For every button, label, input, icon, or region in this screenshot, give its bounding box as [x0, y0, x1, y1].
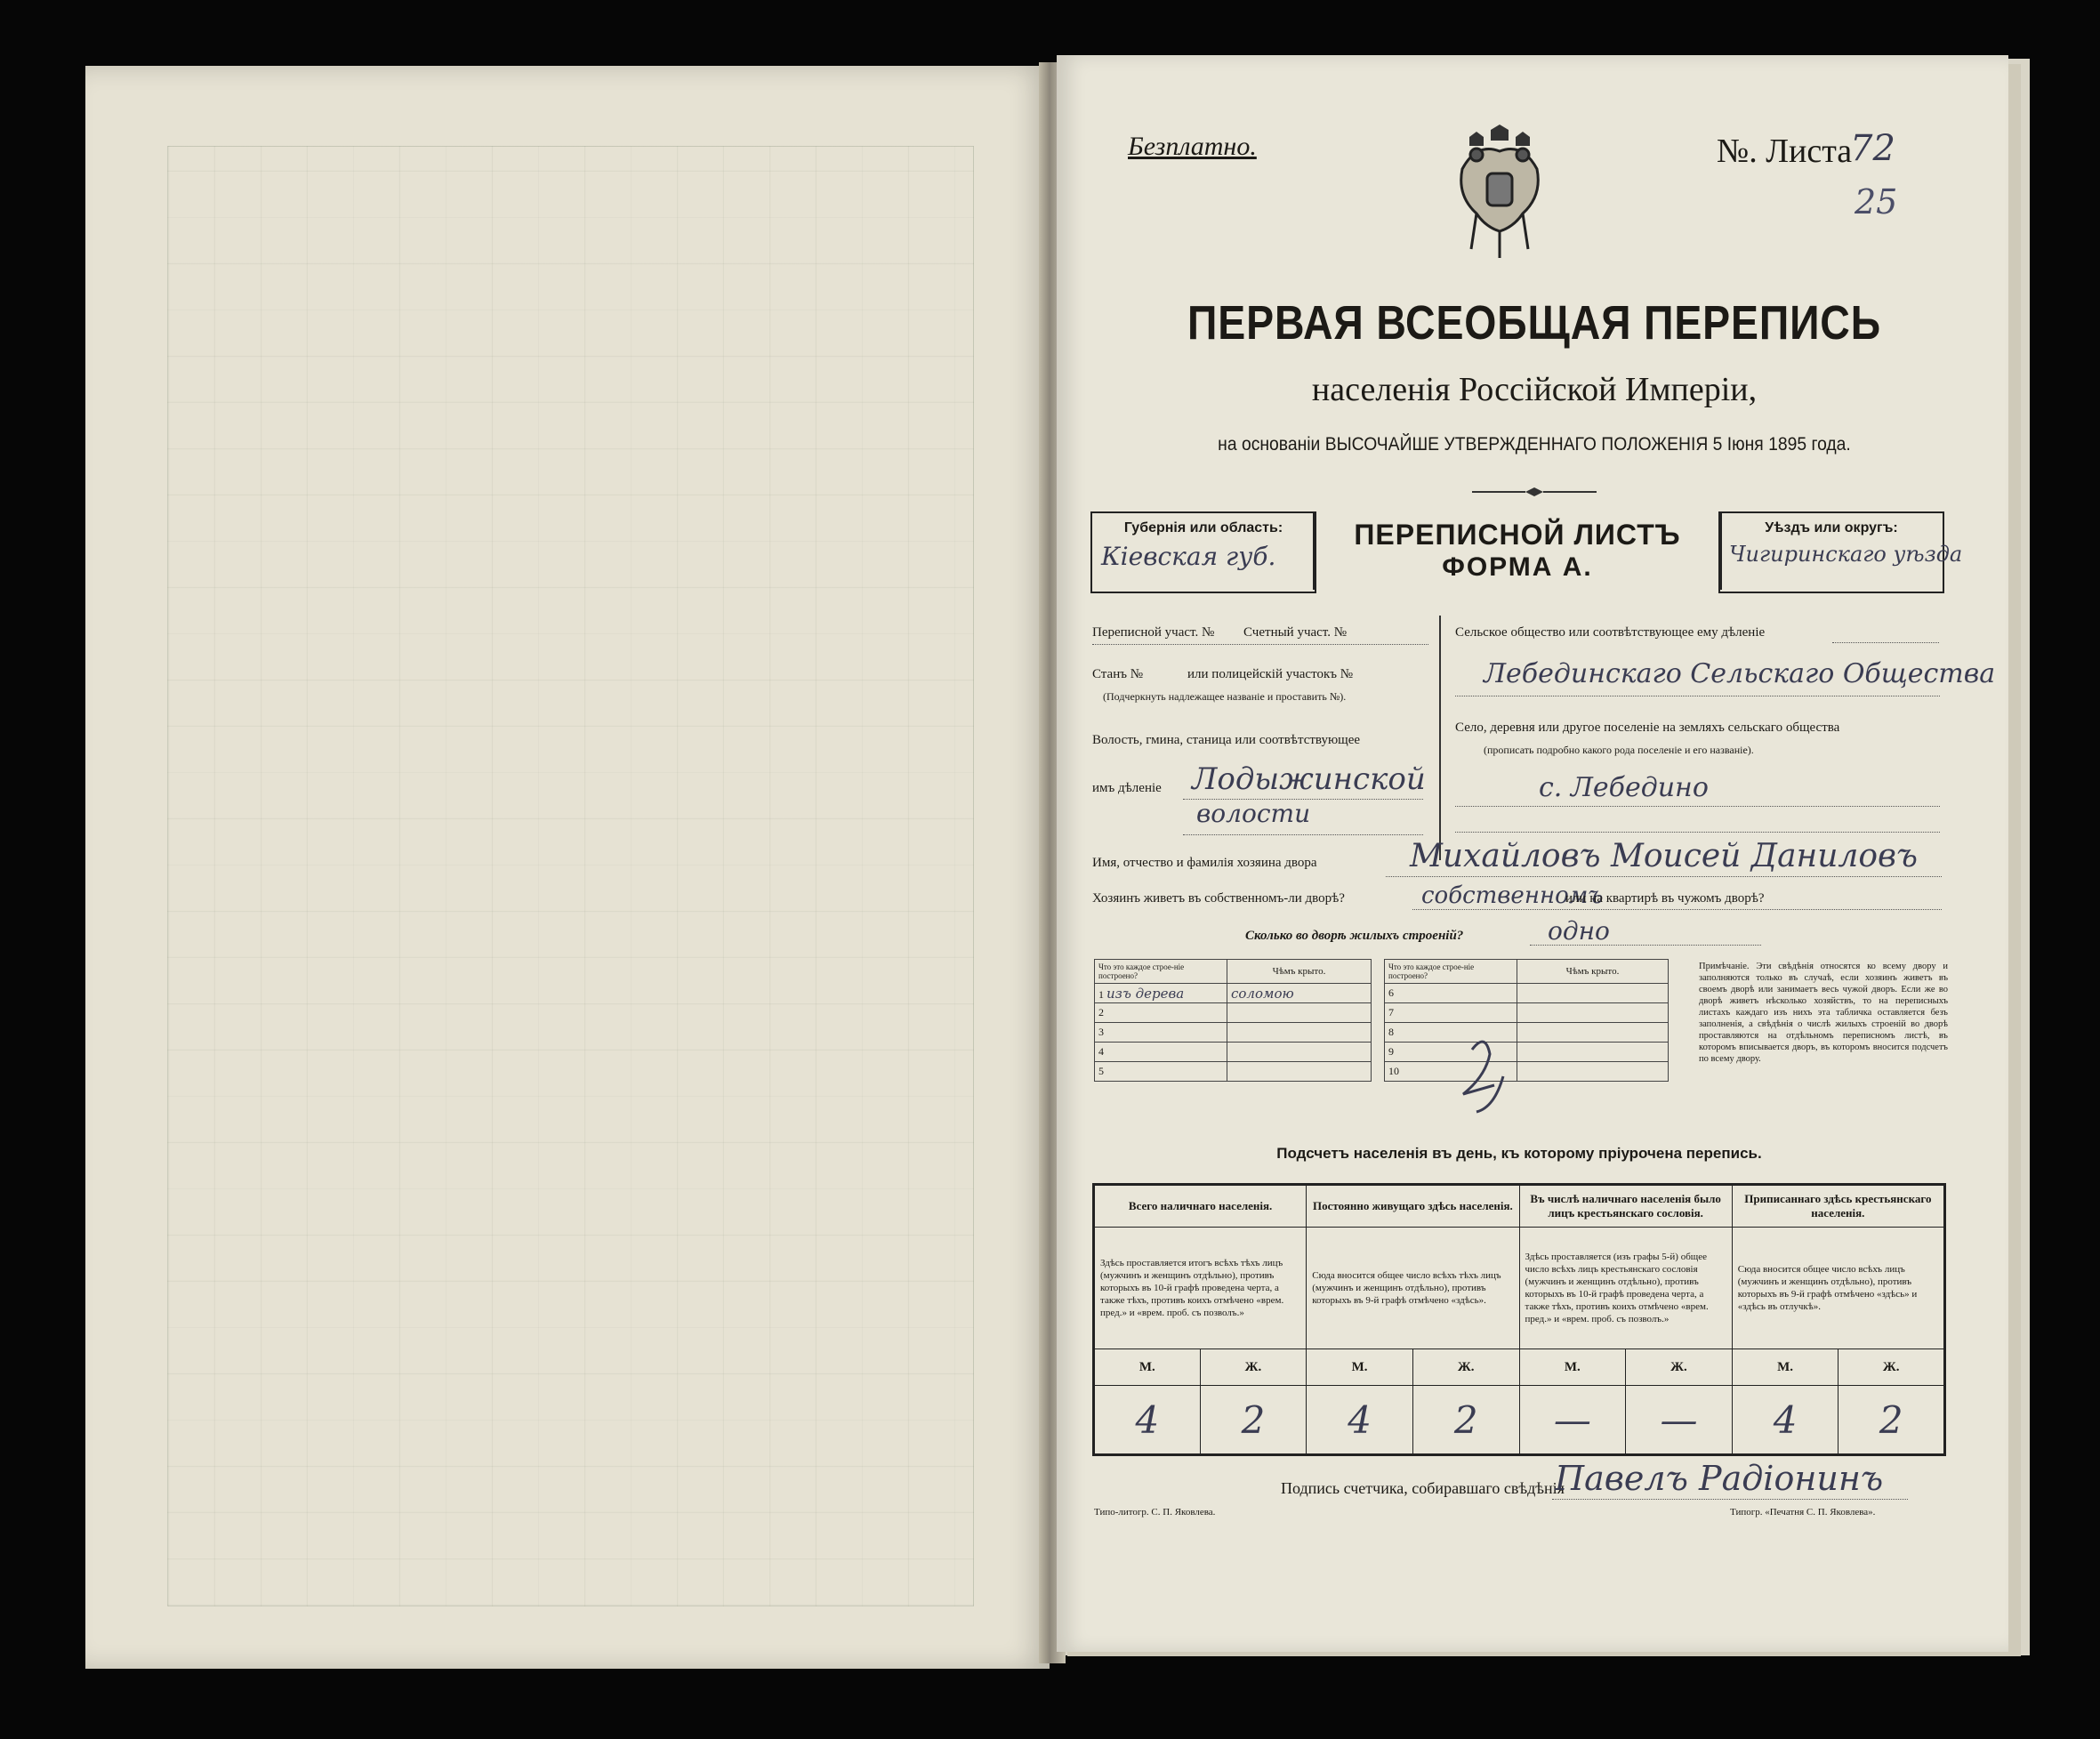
form-subtitle: ФОРМА А.	[1442, 552, 1593, 582]
population-col-registered: Приписаннаго здѣсь крестьянскаго населенія.	[1732, 1185, 1944, 1228]
village-note: (прописать подробно какого рода поселеніе и его названіе).	[1484, 744, 1754, 756]
owner-label: Имя, отчество и фамилія хозяина двора	[1092, 856, 1317, 870]
volost-value-2: волости	[1196, 799, 1311, 828]
guberniya-label: Губернія или область:	[1123, 520, 1283, 535]
village-label: Село, деревня или другое поселеніе на земляхъ сельскаго общества	[1455, 721, 1840, 735]
guberniya-box	[1090, 511, 1316, 593]
stan-label: Станъ №	[1092, 667, 1144, 681]
male-header: М.	[1307, 1349, 1413, 1386]
column-divider	[1439, 616, 1441, 860]
table-row	[1095, 984, 1372, 1003]
police-label: или полицейскій участокъ №	[1187, 667, 1354, 681]
row-number: 9	[1385, 1043, 1517, 1062]
table-header-what: Что это каждое строе-ніе построено?	[1095, 960, 1227, 984]
table-row	[1385, 1023, 1669, 1043]
row-number: 4	[1095, 1043, 1227, 1062]
stan-note: (Подчеркнуть надлежащее названіе и проставить №).	[1103, 690, 1347, 703]
row-number: 1	[1098, 987, 1104, 1001]
population-value: —	[1519, 1386, 1626, 1455]
field-line	[1386, 876, 1942, 877]
population-note-3: Здѣсь проставляется (изъ графы 5-й) общее число всѣхъ лицъ крестьянскаго сословія (мужчинъ и женщинъ отдѣльно), противъ которыхъ въ 10-й графѣ проведена черта, а также тѣхъ, противъ коихъ отмѣчено «врем. пред.» и «врем. проб. съ позволъ.»	[1519, 1228, 1732, 1349]
strike-through-mark	[1459, 1023, 1512, 1121]
population-col-permanent: Постоянно живущаго здѣсь населенія.	[1307, 1185, 1519, 1228]
uezd-value: Чигиринскаго уѣзда	[1729, 542, 1963, 567]
population-note-2: Сюда вносится общее число всѣхъ тѣхъ лицъ (мужчинъ и женщинъ отдѣльно), противъ которыхъ въ 9-й графѣ отмѣчено «здѣсь».	[1307, 1228, 1519, 1349]
field-line	[1832, 642, 1939, 643]
buildings-table-left	[1094, 959, 1372, 1082]
row1-what: изъ дерева	[1106, 985, 1185, 1002]
field-line	[1530, 945, 1761, 946]
sheet-number-label: №. Листа	[1717, 133, 1853, 170]
population-col-peasants: Въ числѣ наличнаго населенія было лицъ крестьянскаго сословія.	[1519, 1185, 1732, 1228]
main-title: ПЕРВАЯ ВСЕОБЩАЯ ПЕРЕПИСЬ	[1187, 296, 1881, 350]
lives-label: Хозяинъ живетъ въ собственномъ-ли дворѣ?	[1092, 891, 1345, 906]
field-line	[1412, 909, 1942, 910]
remark-text: Примѣчаніе. Эти свѣдѣнія относятся ко всему двору и заполняются только въ случаѣ, если хозяинъ живетъ въ своемъ дворѣ или занимаетъ весь чужой дворъ. Если же во дворѣ живетъ нѣсколько хозяйствъ, то на переписныхъ листахъ каждаго изъ нихъ эта табличка оставляется безъ заполненія, а свѣдѣнія о числѣ жилыхъ строеній во дворѣ проставляются на отдѣльномъ переписномъ листѣ, въ которомъ вписывается дворъ, въ которомъ вносится подсчетъ по всему двору.	[1699, 962, 1948, 1064]
female-header: Ж.	[1412, 1349, 1519, 1386]
double-headed-eagle-emblem	[1450, 125, 1549, 270]
row-number: 8	[1385, 1023, 1517, 1043]
left-page	[85, 66, 1050, 1669]
form-title: ПЕРЕПИСНОЙ ЛИСТЪ	[1354, 519, 1681, 551]
population-title: Подсчетъ населенія въ день, къ которому пріурочена перепись.	[1276, 1145, 1762, 1162]
lives-value: собственномъ	[1421, 882, 1604, 909]
table-row	[1095, 1003, 1372, 1023]
table-header-cover: Чѣмъ крыто.	[1517, 960, 1669, 984]
field-line	[1092, 644, 1428, 645]
row-number: 5	[1095, 1062, 1227, 1082]
signature-value: Павелъ Радіонинъ	[1555, 1459, 1884, 1498]
population-col-total: Всего наличнаго населенія.	[1094, 1185, 1307, 1228]
female-header: Ж.	[1839, 1349, 1945, 1386]
free-label: Безплатно.	[1128, 132, 1257, 161]
count-section-label: Счетный участ. №	[1243, 625, 1348, 640]
male-header: М.	[1519, 1349, 1626, 1386]
field-line	[1455, 806, 1940, 807]
table-row	[1385, 1062, 1669, 1082]
field-line	[1552, 1499, 1908, 1500]
archive-number: 25	[1855, 182, 1898, 221]
field-line	[1455, 832, 1940, 833]
buildings-table-right	[1384, 959, 1669, 1082]
field-line	[1183, 834, 1423, 835]
society-value: Лебединскаго Сельскаго Общества	[1484, 658, 1996, 689]
population-value: 2	[1839, 1386, 1945, 1455]
ornament-divider	[1472, 487, 1597, 496]
population-value: 2	[1200, 1386, 1307, 1455]
buildings-label: Сколько во дворѣ жилыхъ строеній?	[1245, 929, 1464, 943]
female-header: Ж.	[1200, 1349, 1307, 1386]
row1-cover: соломою	[1227, 984, 1372, 1003]
printer-imprint-right: Типогр. «Печатня С. П. Яковлева».	[1730, 1507, 1876, 1518]
basis-line: на основаніи ВЫСОЧАЙШЕ УТВЕРЖДЕННАГО ПОЛОЖЕНІЯ 5 Іюня 1895 года.	[1218, 434, 1851, 455]
table-header-cover: Чѣмъ крыто.	[1227, 960, 1372, 984]
buildings-value: одно	[1548, 916, 1610, 946]
population-value: 4	[1094, 1386, 1201, 1455]
village-value: с. Лебедино	[1539, 772, 1709, 803]
male-header: М.	[1094, 1349, 1201, 1386]
volost-label: Волость, гмина, станица или соотвѣтствующее	[1092, 733, 1361, 747]
population-value: —	[1626, 1386, 1733, 1455]
population-value: 4	[1732, 1386, 1839, 1455]
population-note-4: Сюда вносится общее число всѣхъ лицъ (мужчинъ и женщинъ отдѣльно), противъ которыхъ въ 9-й графѣ отмѣчено «здѣсь» и «здѣсь въ отлучкѣ».	[1732, 1228, 1944, 1349]
society-label: Сельское общество или соотвѣтствующее ему дѣленіе	[1455, 625, 1766, 640]
volost-value: Лодыжинской	[1192, 761, 1426, 797]
owner-value: Михайловъ Моисей Даниловъ	[1410, 838, 1918, 874]
uezd-label: Уѣздъ или округъ:	[1765, 520, 1898, 535]
lives-label-2: или на квартирѣ въ чужомъ дворѣ?	[1565, 891, 1765, 906]
census-section-label: Переписной участ. №	[1092, 625, 1215, 640]
row-number: 10	[1385, 1062, 1517, 1082]
left-page-grid	[167, 146, 974, 1606]
sheet-number-value: 72	[1850, 128, 1895, 169]
population-table	[1092, 1183, 1946, 1456]
table-row	[1095, 1062, 1372, 1082]
row-number: 6	[1385, 984, 1517, 1003]
sub-title: населенія Россійской Имперіи,	[1311, 371, 1758, 408]
row-number: 2	[1095, 1003, 1227, 1023]
population-note-1: Здѣсь проставляется итогъ всѣхъ тѣхъ лицъ (мужчинъ и женщинъ отдѣльно), противъ которыхъ въ 10-й графѣ проведена черта, а также тѣхъ, противъ коихъ отмѣчено «врем. пред.» и «врем. проб. съ позволъ.»	[1094, 1228, 1307, 1349]
table-header-what: Что это каждое строе-ніе построено?	[1385, 960, 1517, 984]
guberniya-value: Кіевская губ.	[1101, 542, 1276, 571]
table-row	[1385, 1003, 1669, 1023]
male-header: М.	[1732, 1349, 1839, 1386]
row-number: 7	[1385, 1003, 1517, 1023]
volost-label-2: имъ дѣленіе	[1092, 781, 1162, 795]
form-title-box	[1313, 511, 1722, 590]
printer-imprint-left: Типо-литогр. С. П. Яковлева.	[1094, 1507, 1216, 1518]
signature-label: Подпись счетчика, собиравшаго свѣдѣнія	[1281, 1479, 1565, 1497]
table-row	[1095, 1043, 1372, 1062]
uezd-box	[1718, 511, 1963, 593]
table-row	[1095, 1023, 1372, 1043]
table-row	[1385, 984, 1669, 1003]
female-header: Ж.	[1626, 1349, 1733, 1386]
population-value: 2	[1412, 1386, 1519, 1455]
table-row	[1385, 1043, 1669, 1062]
row-number: 3	[1095, 1023, 1227, 1043]
population-value: 4	[1307, 1386, 1413, 1455]
